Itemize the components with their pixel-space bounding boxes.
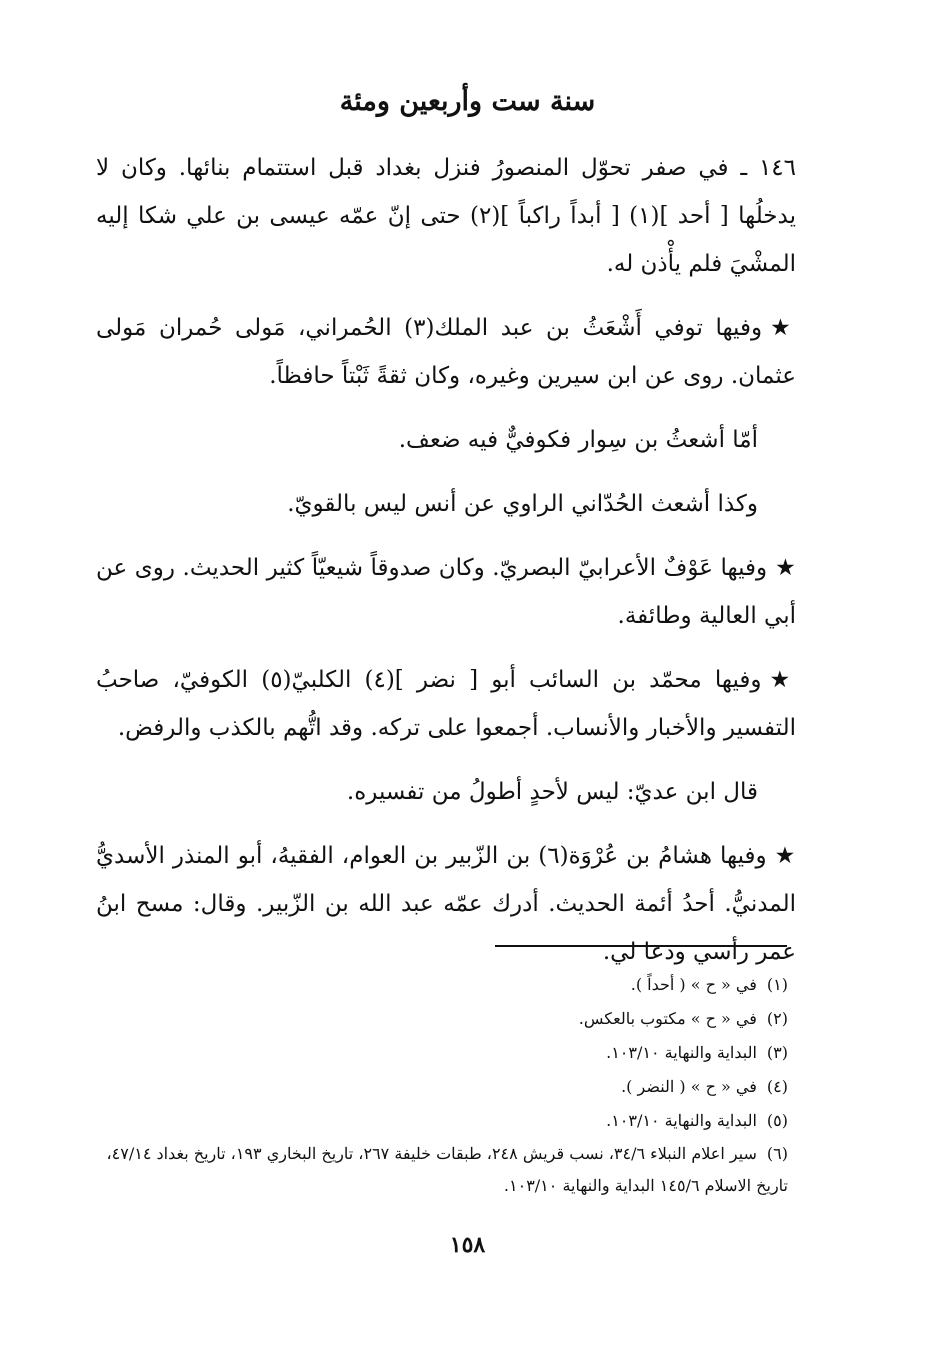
footnote-number: (١) [766,975,788,994]
paragraph-5 [96,544,796,640]
page-heading: سنة ست وأربعين ومئة [339,86,596,117]
footnote-separator [495,945,787,947]
footnote [88,968,788,1002]
footnote [88,1104,788,1138]
footnote-text: في « ح » ( النضر ). [621,1077,757,1096]
paragraph-text: وكذا أشعث الحُدّاني الراوي عن أنس ليس بالقويّ. [287,491,758,517]
paragraph-1 [96,144,796,288]
star-marker: ★ [774,843,797,869]
footnote-text: في « ح » مكتوب بالعكس. [578,1009,757,1028]
page-number: ١٥٨ [449,1232,486,1258]
paragraph-text: وفيها توفي أَشْعَثُ بن عبد الملك(٣) الحُمراني، مَولى حُمران مَولى عثمان. روى عن ابن سيرين وغيره، وكان ثقةً ثَبْتاً حافظاً. [96,315,796,389]
paragraph-text: وفيها عَوْفٌ الأعرابيّ البصريّ. وكان صدوقاً شيعيّاً كثير الحديث. روى عن أبي العالية وطائفة. [96,555,796,629]
star-marker: ★ [770,315,796,341]
star-marker: ★ [775,555,797,581]
footnote-number: (٣) [766,1043,788,1062]
footnote-number: (٤) [766,1077,788,1096]
footnote [88,1070,788,1104]
footnote [88,1002,788,1036]
paragraph-6 [96,656,796,752]
paragraph-8 [96,832,796,976]
paragraph-text: أمّا أشعثُ بن سِوار فكوفيٌّ فيه ضعف. [398,427,758,453]
footnote-text: سير اعلام النبلاء ٣٤/٦، نسب قريش ٢٤٨، طبقات خليفة ٢٦٧، تاريخ البخاري ١٩٣، تاريخ بغداد ٤٧/١٤، تاريخ الاسلام ١٤٥/٦ البداية والنهاية ١٠٣/١٠. [106,1144,788,1195]
footnote-number: (٢) [766,1009,788,1028]
footnote-text: البداية والنهاية ١٠٣/١٠. [606,1043,757,1062]
star-marker: ★ [769,667,796,693]
paragraph-text: ١٤٦ ـ في صفر تحوّل المنصورُ فنزل بغداد قبل استتمام بنائها. وكان لا يدخلُها [ أحد ](١) [ أبداً راكباً ](٢) حتى إنّ عمّه عيسى بن علي شكا إليه المشْيَ فلم يأْذن له. [96,155,797,277]
paragraph-text: وفيها محمّد بن السائب أبو [ نضر ](٤) الكلبيّ(٥) الكوفيّ، صاحبُ التفسير والأخبار والأنساب. أجمعوا على تركه. وقد اتُّهم بالكذب والرفض. [96,667,796,741]
paragraph-text: قال ابن عديّ: ليس لأحدٍ أطولُ من تفسيره. [346,779,758,805]
paragraph-3 [96,416,796,464]
paragraph-2 [96,304,796,400]
footnote-text: في « ح » ( أحداً ). [630,975,757,994]
footnotes [88,968,788,1202]
footnote-text: البداية والنهاية ١٠٣/١٠. [606,1111,757,1130]
main-text [96,144,796,992]
paragraph-text: وفيها هشامُ بن عُرْوَة(٦) بن الزّبير بن العوام، الفقيهُ، أبو المنذر الأسديُّ المدنيُّ. أحدُ أئمة الحديث. أدرك عمّه عبد الله بن الزّبير. وقال: مسح ابنُ عمر رأسي ودعا لي. [96,843,796,965]
footnote [88,1036,788,1070]
paragraph-4 [96,480,796,528]
footnote-number: (٥) [766,1111,788,1130]
paragraph-7 [96,768,796,816]
footnote [88,1138,788,1202]
footnote-number: (٦) [766,1144,788,1163]
